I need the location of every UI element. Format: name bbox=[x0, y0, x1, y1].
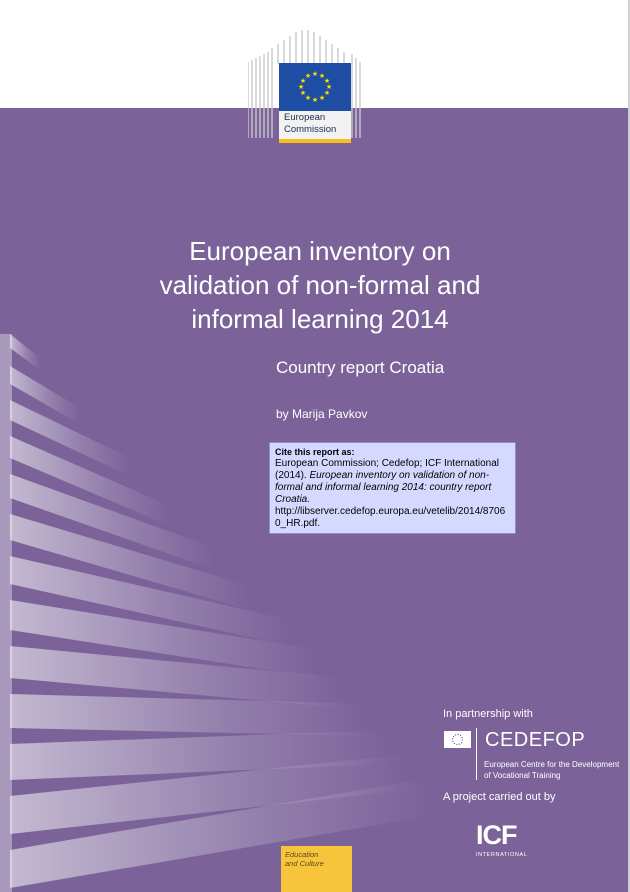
citation-heading: Cite this report as: bbox=[275, 447, 355, 457]
citation-title: European inventory on validation of non-formal and informal learning 2014: country report Croatia. bbox=[275, 470, 492, 505]
citation-body bbox=[275, 458, 510, 506]
icf-logo-subtext: INTERNATIONAL bbox=[476, 852, 528, 858]
dg-eac-label bbox=[285, 850, 324, 868]
svg-text:★: ★ bbox=[318, 72, 326, 80]
svg-text:★: ★ bbox=[323, 89, 331, 97]
cedefop-desc-line1: European Centre for the Development bbox=[484, 760, 620, 769]
svg-text:★: ★ bbox=[325, 83, 333, 91]
cedefop-desc-line2: of Vocational Training bbox=[484, 771, 561, 780]
svg-text:★: ★ bbox=[297, 83, 305, 91]
title-line-2: validation of non-formal and bbox=[159, 270, 481, 300]
eu-flag-small-icon bbox=[444, 731, 471, 748]
svg-text:★: ★ bbox=[323, 77, 331, 85]
dg-eac-line1: Education bbox=[285, 850, 319, 859]
ec-logo-text bbox=[284, 112, 336, 136]
citation-authors: European Commission; Cedefop; ICF International (2014) bbox=[275, 458, 500, 481]
svg-text:★: ★ bbox=[311, 70, 319, 78]
report-title bbox=[120, 234, 520, 336]
svg-text:★: ★ bbox=[299, 89, 307, 97]
icf-logo-text: ICF bbox=[476, 820, 517, 850]
dg-eac-line2: and Culture bbox=[285, 859, 324, 868]
svg-text:★: ★ bbox=[304, 72, 312, 80]
svg-text:★: ★ bbox=[304, 94, 312, 102]
cedefop-logo-text: CEDEFOP bbox=[485, 729, 586, 751]
ec-logo-line2: Commission bbox=[284, 124, 337, 135]
title-line-3: informal learning 2014 bbox=[191, 304, 449, 334]
citation-box bbox=[269, 442, 516, 534]
project-label: A project carried out by bbox=[443, 791, 556, 803]
eu-flag-icon bbox=[279, 63, 351, 111]
cedefop-description bbox=[484, 759, 619, 781]
svg-text:★: ★ bbox=[299, 77, 307, 85]
report-author: by Marija Pavkov bbox=[276, 407, 368, 421]
ec-logo-line1: European bbox=[284, 112, 326, 123]
citation-url[interactable]: http://libserver.cedefop.europa.eu/vetelib/2014/87060_HR.pdf. bbox=[275, 506, 506, 529]
ec-logo-underline bbox=[279, 139, 351, 143]
citation-period: . bbox=[303, 470, 310, 481]
title-line-1: European inventory on bbox=[189, 236, 451, 266]
svg-text:★: ★ bbox=[318, 94, 326, 102]
report-subtitle: Country report Croatia bbox=[276, 358, 445, 377]
partnership-label: In partnership with bbox=[443, 708, 533, 720]
svg-text:★: ★ bbox=[311, 96, 319, 104]
cedefop-divider bbox=[476, 728, 477, 780]
